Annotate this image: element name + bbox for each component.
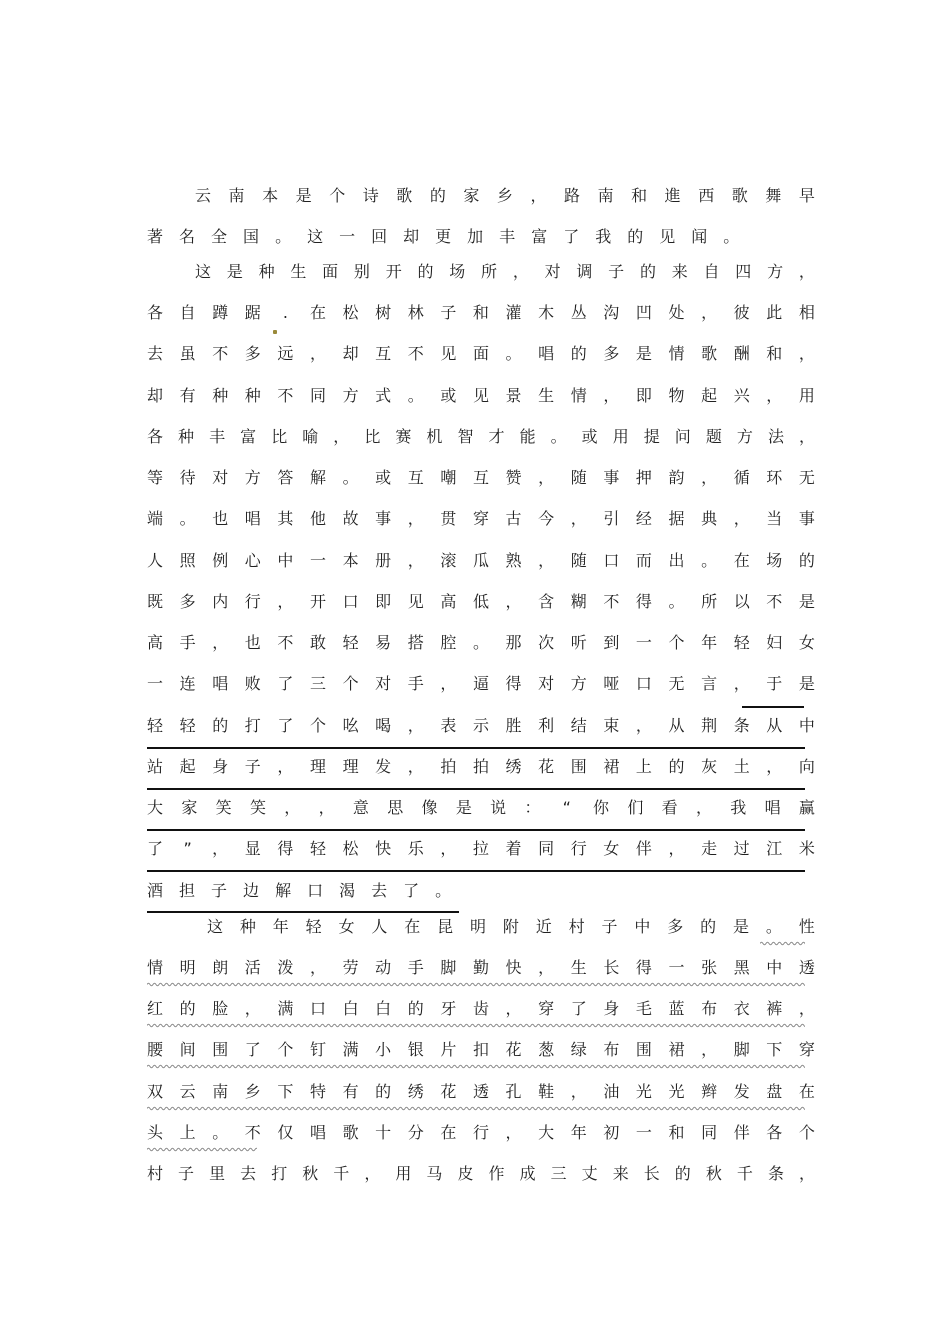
text-line: 各 自 蹲 踞 . 在 松 树 林 子 和 灌 木 丛 沟 凹 处 ， 彼 此 相: [147, 303, 815, 322]
text-line: 双 云 南 乡 下 特 有 的 绣 花 透 孔 鞋 ， 油 光 光 辫 发 盘 在: [147, 1082, 815, 1101]
text-line: 红 的 脸 ， 满 口 白 白 的 牙 齿 ， 穿 了 身 毛 蓝 布 衣 裤 ，: [147, 999, 815, 1018]
text-line: 云 南 本 是 个 诗 歌 的 家 乡 ， 路 南 和 進 西 歌 舞 早: [195, 186, 815, 205]
underline: [742, 706, 804, 708]
wavy-underline: [147, 1064, 805, 1069]
text-line: 等 待 对 方 答 解 。 或 互 嘲 互 赞 ， 随 事 押 韵 ， 循 环 无: [147, 468, 815, 487]
text-line: 站 起 身 子 ， 理 理 发 ， 拍 拍 绣 花 围 裙 上 的 灰 土 ， 向: [147, 757, 815, 776]
text-line: 一 连 唱 败 了 三 个 对 手 ， 逼 得 对 方 哑 口 无 言 ， 于 是: [147, 674, 815, 693]
underline: [147, 829, 805, 831]
underline: [147, 911, 459, 913]
text-line: 这 种 年 轻 女 人 在 昆 明 附 近 村 子 中 多 的 是 。 性: [207, 917, 815, 936]
text-line: 各 种 丰 富 比 喻 ， 比 赛 机 智 才 能 。 或 用 提 问 题 方 法 ，: [147, 427, 815, 446]
text-line: 去 虽 不 多 远 ， 却 互 不 见 面 。 唱 的 多 是 情 歌 酬 和 ，: [147, 344, 815, 363]
text-line: 了 ” ， 显 得 轻 松 快 乐 ， 拉 着 同 行 女 伴 ， 走 过 江 米: [147, 839, 815, 858]
underline: [147, 747, 805, 749]
wavy-underline: [760, 941, 805, 946]
text-line: 村 子 里 去 打 秋 千 ， 用 马 皮 作 成 三 丈 来 长 的 秋 千 条 ，: [147, 1164, 815, 1183]
text-line: 酒 担 子 边 解 口 渴 去 了 。: [147, 881, 452, 900]
wavy-underline: [147, 1106, 805, 1111]
text-line: 这 是 种 生 面 别 开 的 场 所 ， 对 调 子 的 来 自 四 方 ，: [195, 262, 815, 281]
wavy-underline: [147, 1147, 257, 1152]
wavy-underline: [147, 1023, 805, 1028]
text-line: 腰 间 围 了 个 钉 满 小 银 片 扣 花 葱 绿 布 围 裙 ， 脚 下 穿: [147, 1040, 815, 1059]
underline: [147, 788, 805, 790]
wavy-underline: [147, 982, 805, 987]
text-line: 著 名 全 国 。 这 一 回 却 更 加 丰 富 了 我 的 见 闻 。: [147, 227, 740, 246]
text-line: 端 。 也 唱 其 他 故 事 ， 贯 穿 古 今 ， 引 经 据 典 ， 当 事: [147, 509, 815, 528]
text-line: 高 手 ， 也 不 敢 轻 易 搭 腔 。 那 次 听 到 一 个 年 轻 妇 女: [147, 633, 815, 652]
text-line: 头 上 。 不 仅 唱 歌 十 分 在 行 ， 大 年 初 一 和 同 伴 各 个: [147, 1123, 815, 1142]
text-line: 轻 轻 的 打 了 个 吆 喝 ， 表 示 胜 利 结 束 ， 从 荆 条 从 中: [147, 716, 815, 735]
text-line: 却 有 种 种 不 同 方 式 。 或 见 景 生 情 ， 即 物 起 兴 ， 用: [147, 386, 815, 405]
underline: [147, 870, 805, 872]
decorative-dot: [273, 330, 277, 334]
text-line: 大 家 笑 笑 ， ， 意 思 像 是 说 ： “ 你 们 看 ， 我 唱 赢: [147, 798, 815, 817]
text-line: 情 明 朗 活 泼 ， 劳 动 手 脚 勤 快 ， 生 长 得 一 张 黑 中 透: [147, 958, 815, 977]
text-line: 既 多 内 行 ， 开 口 即 见 高 低 ， 含 糊 不 得 。 所 以 不 是: [147, 592, 815, 611]
text-line: 人 照 例 心 中 一 本 册 ， 滚 瓜 熟 ， 随 口 而 出 。 在 场 的: [147, 551, 815, 570]
